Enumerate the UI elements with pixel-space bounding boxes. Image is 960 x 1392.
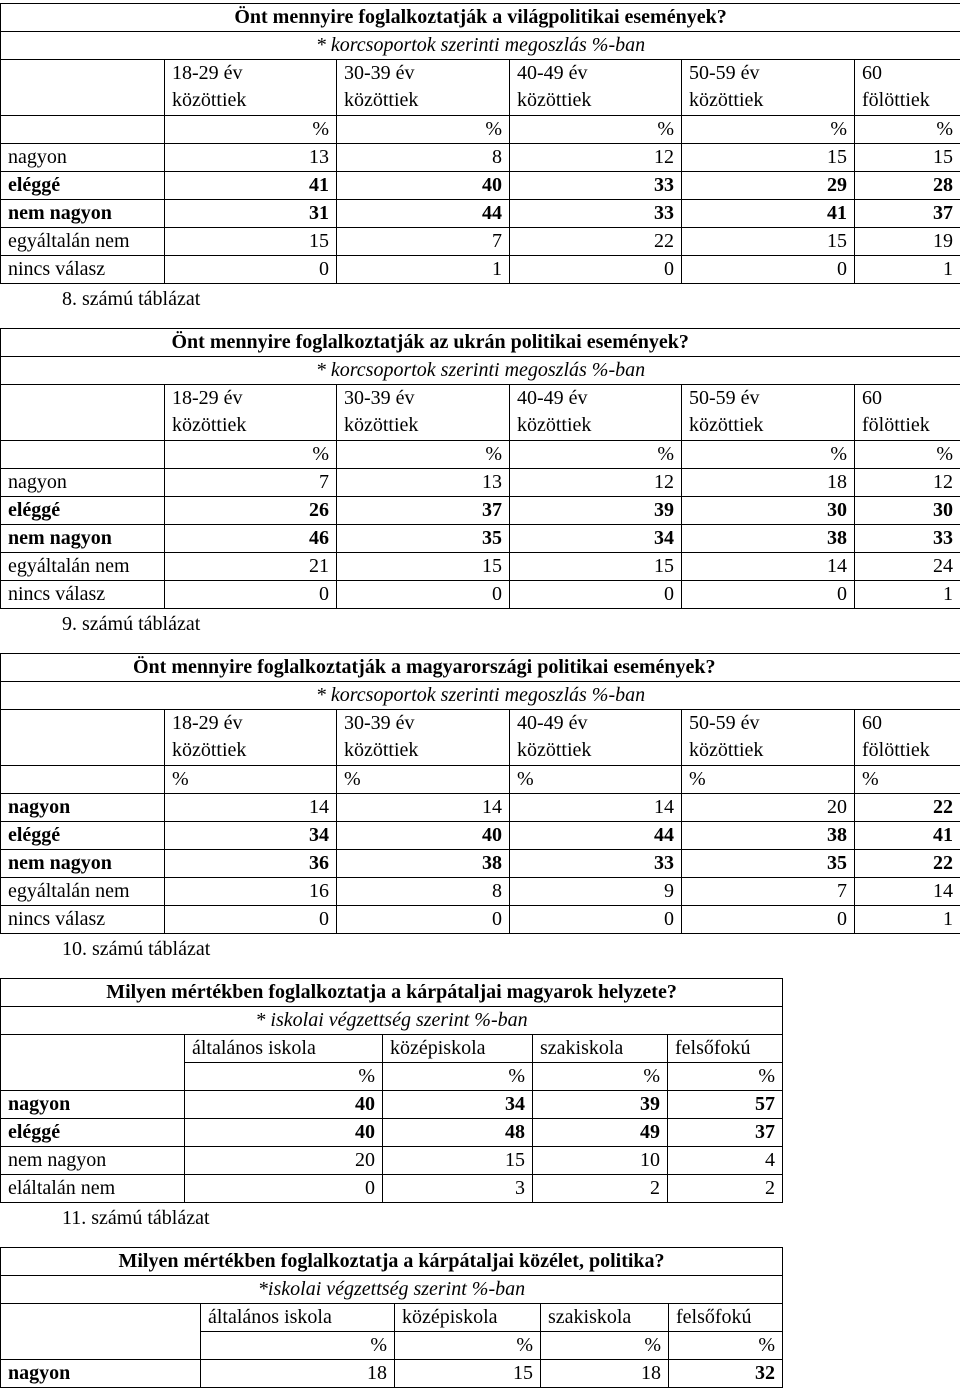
table-caption: 9. számú táblázat: [62, 613, 201, 635]
col-header: szakiskola: [533, 1035, 668, 1063]
cell: 14: [165, 794, 337, 822]
table-title: Önt mennyire foglalkoztatják a világpolitikai események?: [1, 4, 960, 32]
cell: 21: [165, 553, 337, 581]
col-header: 18-29 év közöttiek: [165, 60, 337, 116]
cell: 14: [855, 878, 960, 906]
col-header: 60 fölöttiek: [855, 385, 960, 441]
row-label: eláltalán nem: [1, 1175, 185, 1203]
cell: 13: [337, 469, 510, 497]
table-caption: 11. számú táblázat: [62, 1207, 210, 1229]
cell: 38: [682, 822, 855, 850]
cell: 48: [383, 1119, 533, 1147]
table-hungarian-politics: [0, 653, 960, 934]
cell: 57: [668, 1091, 783, 1119]
row-label: eléggé: [1, 822, 165, 850]
cell: 22: [855, 850, 960, 878]
row-label: egyáltalán nem: [1, 553, 165, 581]
cell: 15: [682, 228, 855, 256]
cell: 24: [855, 553, 960, 581]
cell: 12: [510, 469, 682, 497]
cell: 29: [682, 172, 855, 200]
cell: 0: [510, 256, 682, 284]
col-header: középiskola: [383, 1035, 533, 1063]
cell: 44: [337, 200, 510, 228]
cell: 9: [510, 878, 682, 906]
col-header: szakiskola: [541, 1304, 669, 1332]
table-row: [1, 553, 960, 581]
table-row: [1, 200, 960, 228]
table-subtitle: *iskolai végzettség szerint %-ban: [1, 1276, 783, 1304]
cell: 16: [165, 878, 337, 906]
cell: 22: [855, 794, 960, 822]
table-caption: 8. számú táblázat: [62, 288, 201, 310]
cell: 37: [668, 1119, 783, 1147]
cell: 22: [510, 228, 682, 256]
cell: 8: [337, 144, 510, 172]
row-label: nincs válasz: [1, 581, 165, 609]
cell: 20: [682, 794, 855, 822]
unit-cell: %: [668, 1063, 783, 1091]
unit-cell: %: [855, 441, 960, 469]
unit-cell: %: [510, 116, 682, 144]
row-label: egyáltalán nem: [1, 228, 165, 256]
table-row: [1, 228, 960, 256]
cell: 18: [541, 1360, 669, 1388]
cell: 46: [165, 525, 337, 553]
cell: 33: [855, 525, 960, 553]
table-row: [1, 497, 960, 525]
cell: 35: [682, 850, 855, 878]
table-row: [1, 1091, 783, 1119]
col-header: 60 fölöttiek: [855, 60, 960, 116]
cell: 30: [855, 497, 960, 525]
col-header: 18-29 év közöttiek: [165, 710, 337, 766]
table-row: [1, 144, 960, 172]
cell: 0: [682, 906, 855, 934]
cell: 0: [185, 1175, 383, 1203]
cell: 31: [165, 200, 337, 228]
table-row: [1, 794, 960, 822]
unit-cell: %: [337, 116, 510, 144]
col-header: általános iskola: [185, 1035, 383, 1063]
cell: 36: [165, 850, 337, 878]
cell: 15: [682, 144, 855, 172]
cell: 1: [337, 256, 510, 284]
col-header: 40-49 év közöttiek: [510, 385, 682, 441]
table-title: Milyen mértékben foglalkoztatja a kárpátaljai magyarok helyzete?: [1, 979, 783, 1007]
cell: 15: [383, 1147, 533, 1175]
cell: 0: [682, 581, 855, 609]
col-header: 50-59 év közöttiek: [682, 60, 855, 116]
cell: 49: [533, 1119, 668, 1147]
cell: 0: [337, 581, 510, 609]
col-header: 40-49 év közöttiek: [510, 60, 682, 116]
table-row: [1, 1175, 783, 1203]
table-title: Önt mennyire foglalkoztatják az ukrán politikai események?: [165, 329, 960, 357]
table-row: [1, 822, 960, 850]
cell: 32: [669, 1360, 783, 1388]
cell: 15: [855, 144, 960, 172]
table-row: [1, 850, 960, 878]
col-header: általános iskola: [201, 1304, 395, 1332]
row-label: nagyon: [1, 1091, 185, 1119]
cell: 15: [395, 1360, 541, 1388]
cell: 34: [510, 525, 682, 553]
cell: 40: [185, 1119, 383, 1147]
table-subtitle: * iskolai végzettség szerint %-ban: [1, 1007, 783, 1035]
row-label: nagyon: [1, 1360, 201, 1388]
col-header: 30-39 év közöttiek: [337, 60, 510, 116]
col-header: 60 fölöttiek: [855, 710, 960, 766]
table-ukrainian-politics: [0, 328, 960, 609]
cell: 0: [682, 256, 855, 284]
unit-cell: %: [395, 1332, 541, 1360]
cell: 7: [165, 469, 337, 497]
unit-cell: %: [541, 1332, 669, 1360]
cell: 15: [337, 553, 510, 581]
cell: 44: [510, 822, 682, 850]
cell: 41: [682, 200, 855, 228]
cell: 2: [668, 1175, 783, 1203]
row-label: nagyon: [1, 794, 165, 822]
cell: 18: [682, 469, 855, 497]
cell: 1: [855, 256, 960, 284]
unit-cell: %: [855, 116, 960, 144]
table-row: [1, 581, 960, 609]
col-header: középiskola: [395, 1304, 541, 1332]
table-row: [1, 1119, 783, 1147]
cell: 35: [337, 525, 510, 553]
row-label: egyáltalán nem: [1, 878, 165, 906]
row-label: nagyon: [1, 469, 165, 497]
cell: 34: [383, 1091, 533, 1119]
col-header: felsőfokú: [668, 1035, 783, 1063]
cell: 34: [165, 822, 337, 850]
cell: 33: [510, 200, 682, 228]
table-row: [1, 878, 960, 906]
unit-cell: %: [165, 441, 337, 469]
cell: 33: [510, 850, 682, 878]
row-label: nincs válasz: [1, 906, 165, 934]
row-label: eléggé: [1, 497, 165, 525]
row-label: nincs válasz: [1, 256, 165, 284]
cell: 2: [533, 1175, 668, 1203]
unit-cell: %: [855, 766, 960, 794]
unit-cell: %: [165, 116, 337, 144]
row-label: nem nagyon: [1, 200, 165, 228]
unit-cell: %: [185, 1063, 383, 1091]
row-label: eléggé: [1, 1119, 185, 1147]
table-title: Önt mennyire foglalkoztatják a magyarországi politikai események?: [1, 654, 960, 682]
unit-cell: %: [682, 116, 855, 144]
unit-cell: %: [682, 441, 855, 469]
cell: 13: [165, 144, 337, 172]
col-header: 18-29 év közöttiek: [165, 385, 337, 441]
cell: 39: [510, 497, 682, 525]
cell: 14: [682, 553, 855, 581]
cell: 14: [337, 794, 510, 822]
row-label: nem nagyon: [1, 525, 165, 553]
table-hungarians-situation: [0, 978, 783, 1203]
cell: 39: [533, 1091, 668, 1119]
unit-cell: %: [510, 766, 682, 794]
cell: 37: [337, 497, 510, 525]
cell: 41: [165, 172, 337, 200]
cell: 4: [668, 1147, 783, 1175]
cell: 12: [855, 469, 960, 497]
col-header: felsőfokú: [669, 1304, 783, 1332]
cell: 20: [185, 1147, 383, 1175]
unit-cell: %: [533, 1063, 668, 1091]
col-header: 40-49 év közöttiek: [510, 710, 682, 766]
table-subtitle: * korcsoportok szerinti megoszlás %-ban: [1, 682, 960, 710]
cell: 38: [337, 850, 510, 878]
cell: 0: [510, 581, 682, 609]
cell: 0: [165, 906, 337, 934]
row-label: nem nagyon: [1, 850, 165, 878]
table-row: [1, 525, 960, 553]
cell: 8: [337, 878, 510, 906]
table-row: [1, 1360, 783, 1388]
cell: 19: [855, 228, 960, 256]
table-row: [1, 1147, 783, 1175]
cell: 12: [510, 144, 682, 172]
cell: 33: [510, 172, 682, 200]
cell: 7: [337, 228, 510, 256]
cell: 10: [533, 1147, 668, 1175]
unit-cell: %: [682, 766, 855, 794]
cell: 1: [855, 581, 960, 609]
cell: 0: [165, 581, 337, 609]
cell: 26: [165, 497, 337, 525]
col-header: 30-39 év közöttiek: [337, 710, 510, 766]
cell: 3: [383, 1175, 533, 1203]
unit-cell: %: [510, 441, 682, 469]
cell: 28: [855, 172, 960, 200]
cell: 1: [855, 906, 960, 934]
table-subtitle: * korcsoportok szerinti megoszlás %-ban: [1, 32, 960, 60]
cell: 18: [201, 1360, 395, 1388]
cell: 15: [510, 553, 682, 581]
cell: 40: [337, 172, 510, 200]
row-label: nem nagyon: [1, 1147, 185, 1175]
col-header: 30-39 év közöttiek: [337, 385, 510, 441]
cell: 30: [682, 497, 855, 525]
cell: 40: [185, 1091, 383, 1119]
cell: 37: [855, 200, 960, 228]
unit-cell: %: [201, 1332, 395, 1360]
table-caption: 10. számú táblázat: [62, 938, 211, 960]
cell: 15: [165, 228, 337, 256]
unit-cell: %: [337, 766, 510, 794]
cell: 41: [855, 822, 960, 850]
table-subtitle: * korcsoportok szerinti megoszlás %-ban: [1, 357, 960, 385]
table-row: [1, 172, 960, 200]
cell: 40: [337, 822, 510, 850]
unit-cell: %: [383, 1063, 533, 1091]
cell: 7: [682, 878, 855, 906]
unit-cell: %: [337, 441, 510, 469]
unit-cell: %: [165, 766, 337, 794]
table-public-life: [0, 1247, 783, 1388]
cell: 0: [337, 906, 510, 934]
cell: 38: [682, 525, 855, 553]
cell: 0: [165, 256, 337, 284]
row-label: eléggé: [1, 172, 165, 200]
table-row: [1, 256, 960, 284]
col-header: 50-59 év közöttiek: [682, 710, 855, 766]
table-title: Milyen mértékben foglalkoztatja a kárpátaljai közélet, politika?: [1, 1248, 783, 1276]
table-row: [1, 906, 960, 934]
col-header: 50-59 év közöttiek: [682, 385, 855, 441]
table-row: [1, 469, 960, 497]
unit-cell: %: [669, 1332, 783, 1360]
row-label: nagyon: [1, 144, 165, 172]
table-world-politics: [0, 3, 960, 284]
cell: 0: [510, 906, 682, 934]
cell: 14: [510, 794, 682, 822]
